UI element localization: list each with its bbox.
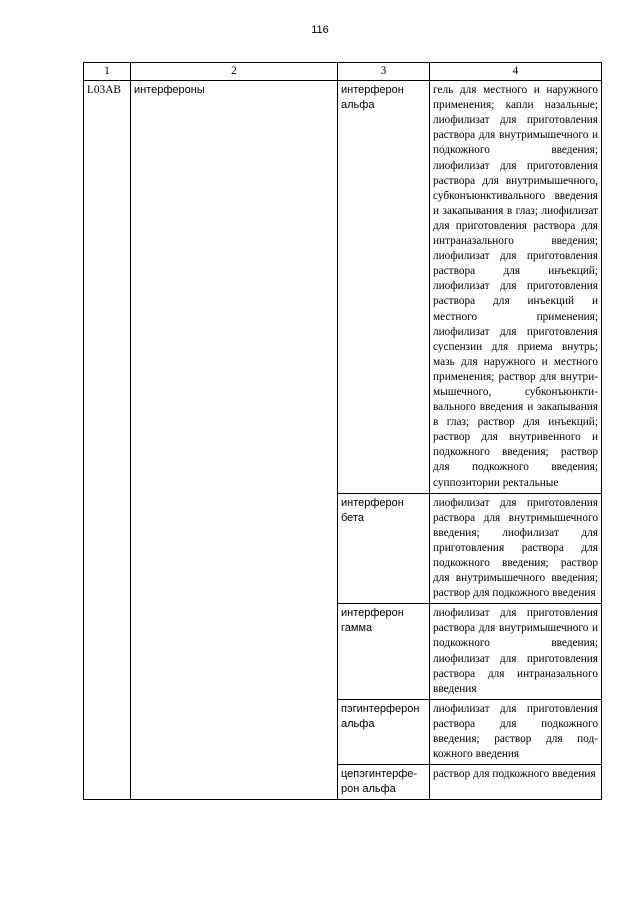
drug-name: интерферон гамма [338,604,430,700]
drug-name: интерферон альфа [338,81,430,494]
page-number: 116 [311,24,329,36]
drug-table [83,62,602,800]
dosage-forms: лиофилизат для приготовления раствора для внутримышечного введения; лиофилизат для приготовления раствора для подкожного введения; раствор для внутримышечного введения; раствор для подкожного введения [430,493,602,604]
atc-code: L03AB [84,81,131,800]
dosage-forms: раствор для подкожного введения [430,765,602,800]
column-header: 4 [430,63,602,81]
column-header: 2 [131,63,338,81]
dosage-forms: лиофилизат для приготовления раствора для внутримышечного и подкожного введения; лиофилизат для приготовления раствора для интраназального введения [430,604,602,700]
table-row [84,81,602,494]
drug-name: цепэгинтерферон альфа [338,765,430,800]
column-header: 3 [338,63,430,81]
column-header: 1 [84,63,131,81]
drug-name: интерферон бета [338,493,430,604]
table-header-row [84,63,602,81]
drug-group: интерфероны [131,81,338,800]
dosage-forms: лиофилизат для приготовления раствора для подкожного введения; раствор для подкожного введения [430,699,602,764]
drug-name: пэгинтерферон альфа [338,699,430,764]
dosage-forms: гель для местного и наружного применения; капли назальные; лиофилизат для приготовления раствора для внутримышечного и подкожного введения; лиофилизат для приготовления раствора для внутримышечного, субконъюнктивального введения и закапывания в глаз; лиофилизат для приготовления раствора для интраназального введения; лиофилизат для приготовления раствора для инъекций; лиофилизат для приготовления раствора для инъекций и местного применения; лиофилизат для приготовления суспензии для приема внутрь; мазь для наружного и местного применения; раствор для внутримышечного, субконъюнктивального введения и закапывания в глаз; раствор для инъекций; раствор для внутривенного и подкожного введения; раствор для подкожного введения; суппозитории ректальные [430,81,602,494]
